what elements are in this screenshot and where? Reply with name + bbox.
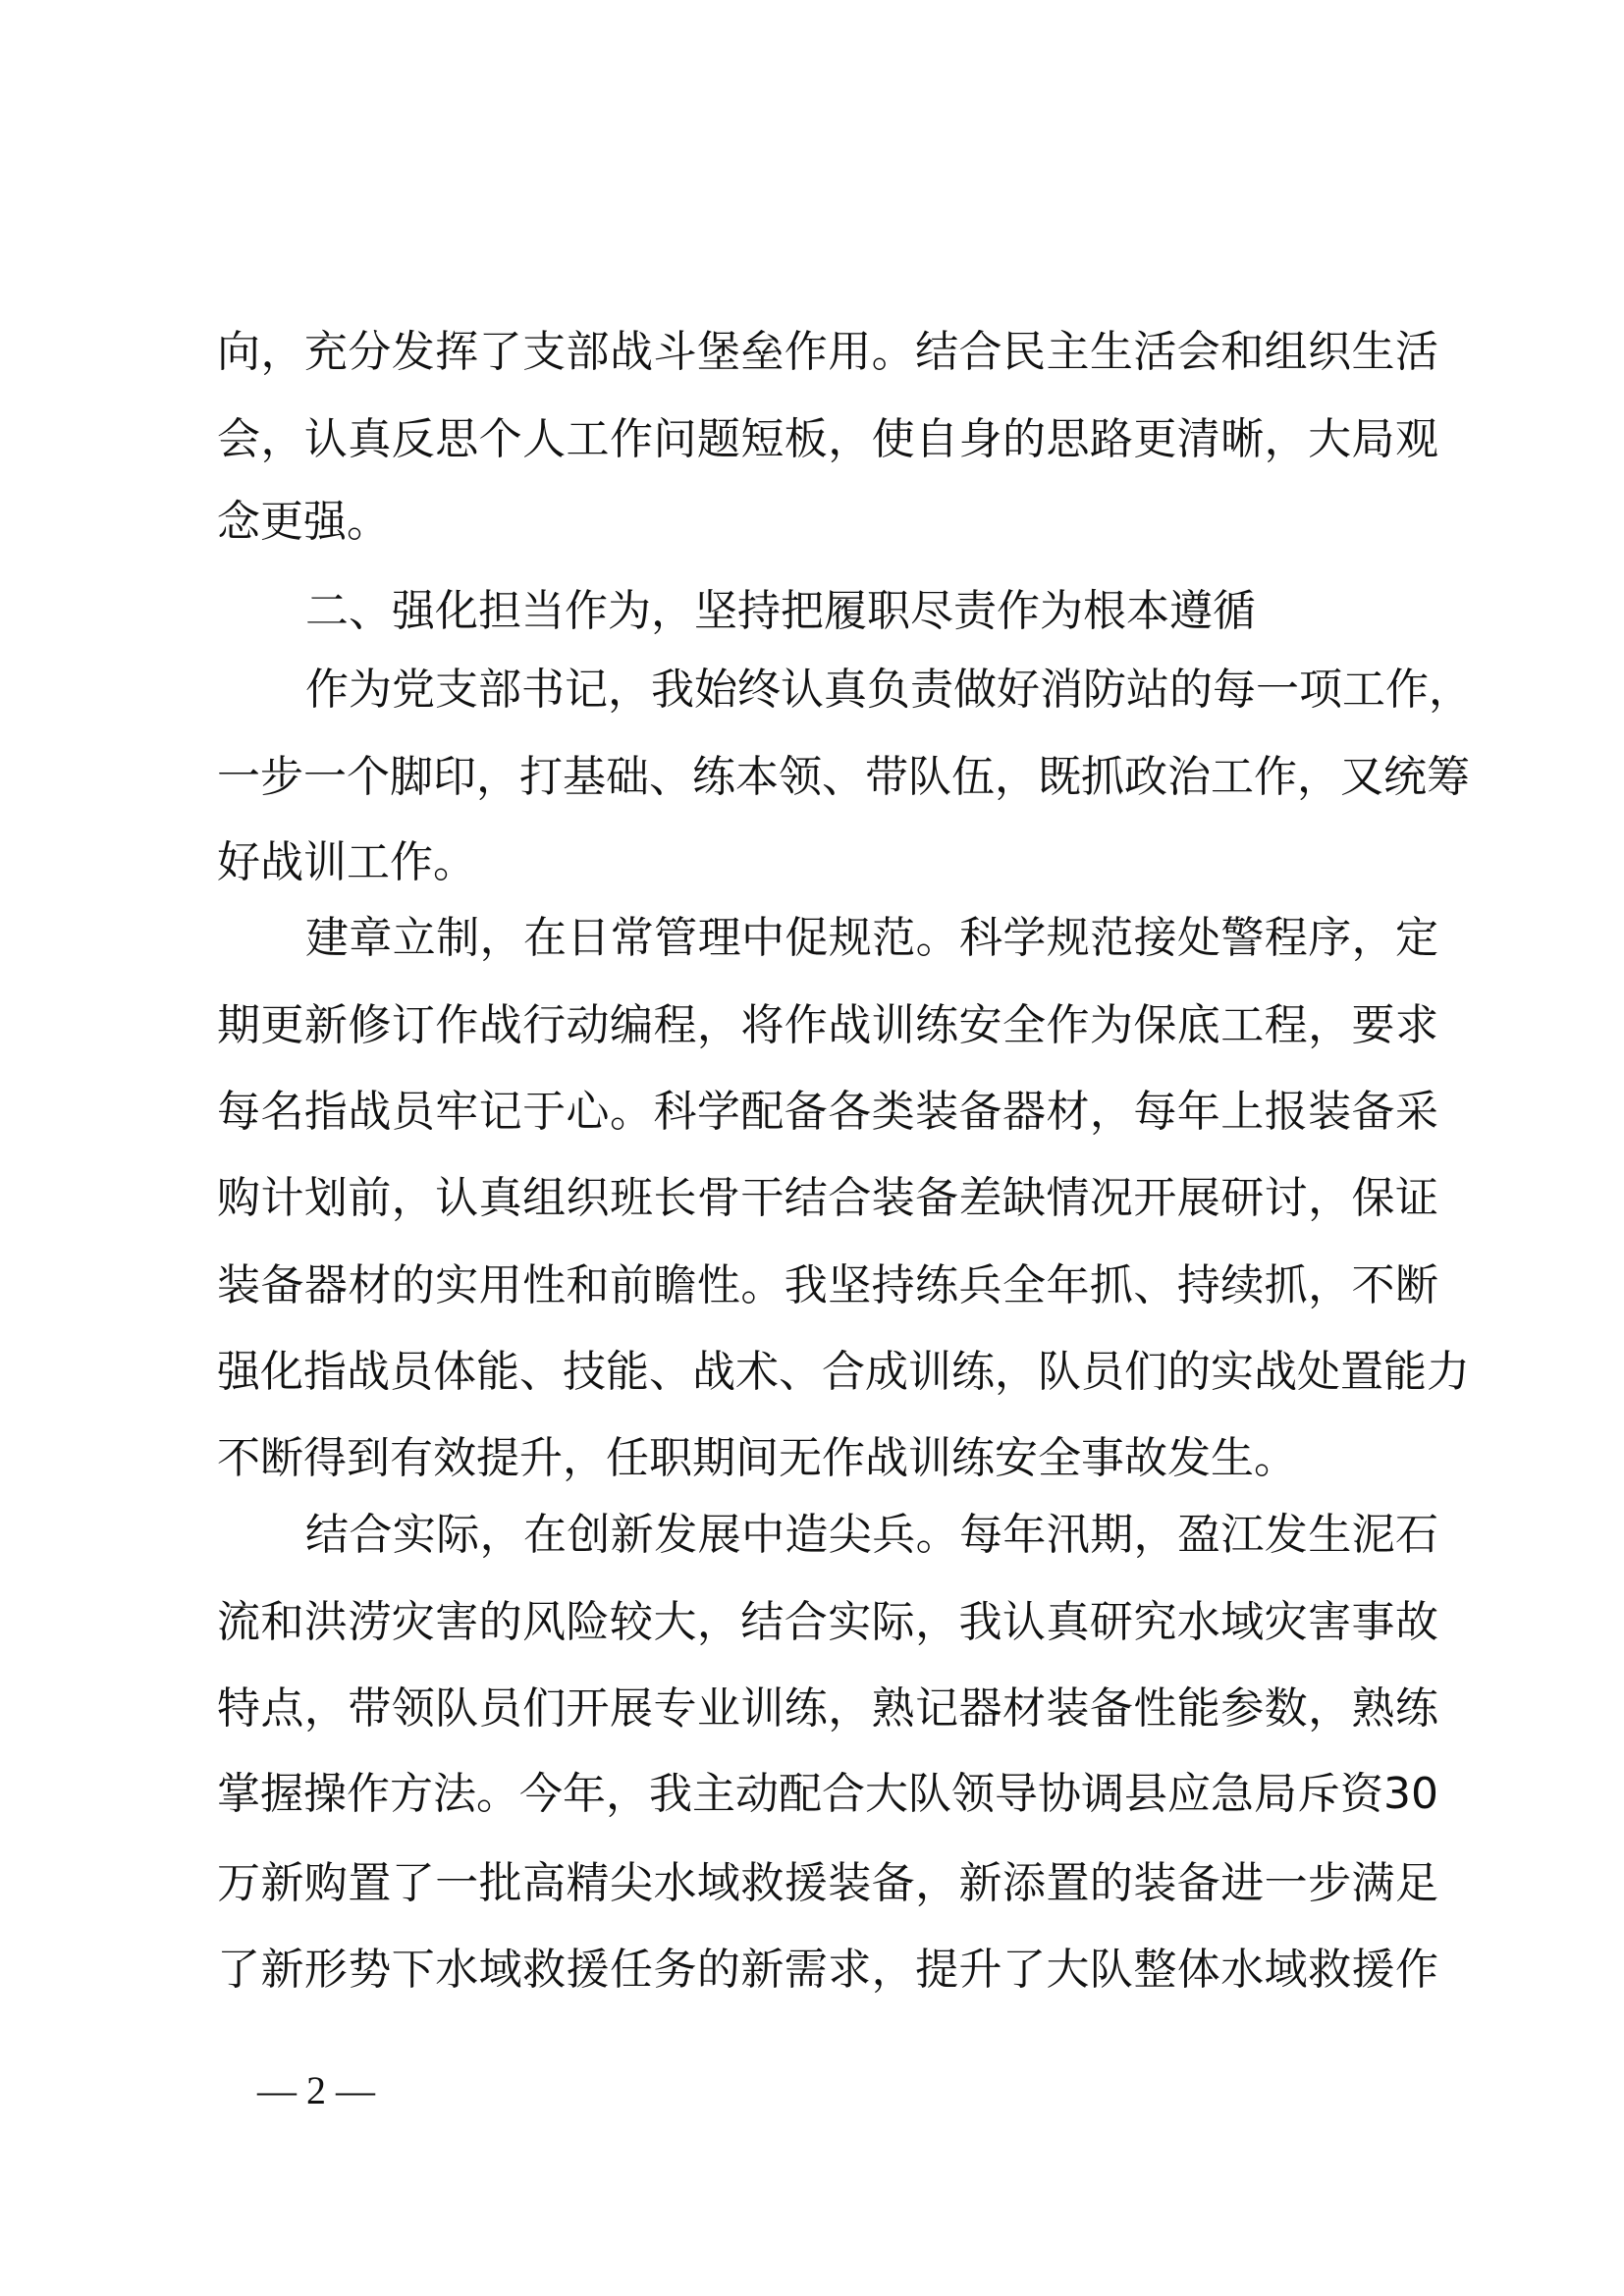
- body-line: 结合实际，在创新发展中造尖兵。每年汛期，盈江发生泥石: [305, 1510, 1438, 1560]
- body-line: 特点，带领队员们开展专业训练，熟记器材装备性能参数，熟练: [217, 1683, 1438, 1734]
- body-line: 会，认真反思个人工作问题短板，使自身的思路更清晰，大局观: [217, 414, 1438, 464]
- body-line: 念更强。: [217, 497, 390, 547]
- body-line: 作为党支部书记，我始终认真负责做好消防站的每一项工作，: [305, 665, 1472, 715]
- body-line: 购计划前，认真组织班长骨干结合装备差缺情况开展研讨，保证: [217, 1173, 1438, 1223]
- body-line: 装备器材的实用性和前瞻性。我坚持练兵全年抓、持续抓，不断: [217, 1260, 1438, 1310]
- body-line: 掌握操作方法。今年，我主动配合大队领导协调县应急局斥资30: [217, 1769, 1438, 1819]
- body-line: 强化指战员体能、技能、战术、合成训练，队员们的实战处置能力: [217, 1347, 1470, 1397]
- body-line: 了新形势下水域救援任务的新需求，提升了大队整体水域救援作: [217, 1945, 1438, 1995]
- body-line: 流和洪涝灾害的风险较大，结合实际，我认真研究水域灾害事故: [217, 1597, 1438, 1647]
- body-line: 不断得到有效提升，任职期间无作战训练安全事故发生。: [217, 1433, 1297, 1483]
- body-line: 期更新修订作战行动编程，将作战训练安全作为保底工程，要求: [217, 1000, 1438, 1050]
- body-line: 建章立制，在日常管理中促规范。科学规范接处警程序，定: [305, 913, 1438, 963]
- body-line: 每名指战员牢记于心。科学配备各类装备器材，每年上报装备采: [217, 1087, 1438, 1137]
- body-line: 万新购置了一批高精尖水域救援装备，新添置的装备进一步满足: [217, 1858, 1438, 1908]
- body-line: 好战训工作。: [217, 837, 476, 887]
- body-line: 一步一个脚印，打基础、练本领、带队伍，既抓政治工作，又统筹: [217, 752, 1470, 802]
- body-line: 向，充分发挥了支部战斗堡垒作用。结合民主生活会和组织生活: [217, 327, 1438, 377]
- section-heading: 二、强化担当作为，坚持把履职尽责作为根本遵循: [305, 586, 1256, 636]
- page-number: — 2 —: [257, 2068, 375, 2112]
